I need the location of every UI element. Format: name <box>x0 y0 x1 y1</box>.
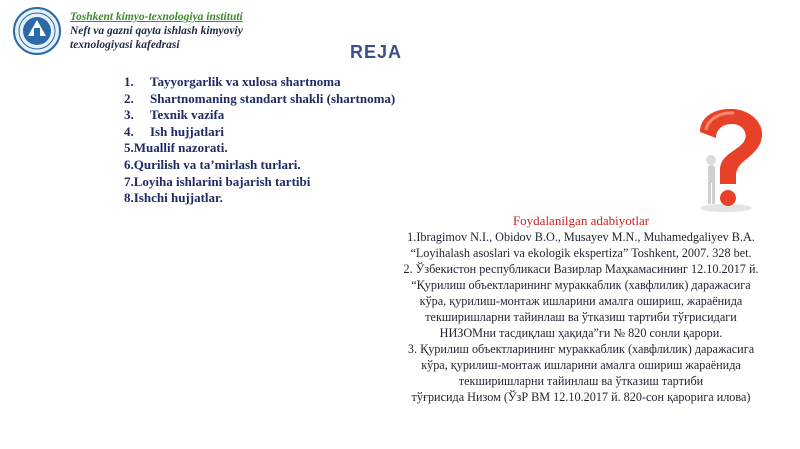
plan-item-text: Loyiha ishlarini bajarish tartibi <box>133 173 311 189</box>
reference-line: кўра, қурилиш-монтаж ишларини амалга ошириш жараёнида <box>421 358 741 372</box>
reference-line: “Loyihalash asoslari va ekologik ekspertiza” Toshkent, 2007. 328 bet. <box>410 246 752 260</box>
plan-item-text: Shartnomaning standart shakli (shartnoma) <box>150 90 396 106</box>
reference-line: 1.Ibragimov N.I., Obidov B.O., Musayev M.N., Muhamedgaliyev B.A. <box>407 230 755 244</box>
reference-line: текширишларни тайинлаш ва ўтказиш тартиби тўғрисидаги <box>425 310 737 324</box>
plan-item-text: Tayyorgarlik va xulosa shartnoma <box>150 74 341 89</box>
institute-logo <box>12 6 62 56</box>
references-heading: Foydalanilgan adabiyotlar <box>512 213 650 228</box>
reference-line: НИЗОМни тасдиқлаш ҳақида”ги № 820 сонли қарори. <box>439 326 723 340</box>
plan-item <box>124 74 395 91</box>
institute-name: Toshkent kimyo-texnologiya instituti <box>70 11 243 23</box>
reference-line: 2. Ўзбекистон республикаси Вазирлар Маҳкамасининг 12.10.2017 й. <box>403 262 759 276</box>
reference-line: текширишларни тайинлаш ва ўтказиш тартиби <box>458 374 704 388</box>
reference-line: кўра, қурилиш-монтаж ишларини амалга ошириш, жараёнида <box>419 294 743 308</box>
institute-header <box>70 10 243 52</box>
plan-item <box>124 140 395 157</box>
plan-item-number: 2. <box>124 90 134 106</box>
plan-item <box>124 174 395 191</box>
reference-line: 3. Қурилиш объектларининг мураккаблик (хавфлилик) даражасига <box>407 342 755 356</box>
reference-line: “Қурилиш объектларининг мураккаблик (хавфлилик) даражасига <box>411 278 751 292</box>
plan-item-text: Texnik vazifa <box>150 107 225 123</box>
plan-item-number: 6. <box>124 156 134 172</box>
plan-item-number: 5. <box>124 140 134 156</box>
plan-item <box>124 157 395 174</box>
plan-item-text: Ishchi hujjatlar. <box>133 190 223 206</box>
plan-item-text: Qurilish va ta’mirlash turlari. <box>133 156 301 172</box>
plan-item <box>124 91 395 108</box>
plan-item-number: 1. <box>124 74 134 89</box>
plan-item <box>124 124 395 141</box>
question-mark-figure-icon <box>678 104 778 214</box>
plan-item-number: 8. <box>124 190 134 206</box>
plan-item <box>124 190 395 207</box>
plan-item-number: 7. <box>124 173 134 189</box>
plan-item-text: Muallif nazorati. <box>133 140 228 156</box>
references-block <box>366 213 796 405</box>
plan-item <box>124 107 395 124</box>
plan-item-text: Ish hujjatlari <box>150 123 225 139</box>
reference-line: тўғрисида Низом (ЎзР ВМ 12.10.2017 й. 820-сон қарорига илова) <box>411 390 751 404</box>
department-line-1: Neft va gazni qayta ishlash kimyoviy <box>70 25 243 37</box>
slide-title: REJA <box>350 42 403 62</box>
plan-list <box>124 74 395 207</box>
plan-item-number: 3. <box>124 107 134 123</box>
plan-item-number: 4. <box>124 123 134 139</box>
department-line-2: texnologiyasi kafedrasi <box>70 39 180 51</box>
